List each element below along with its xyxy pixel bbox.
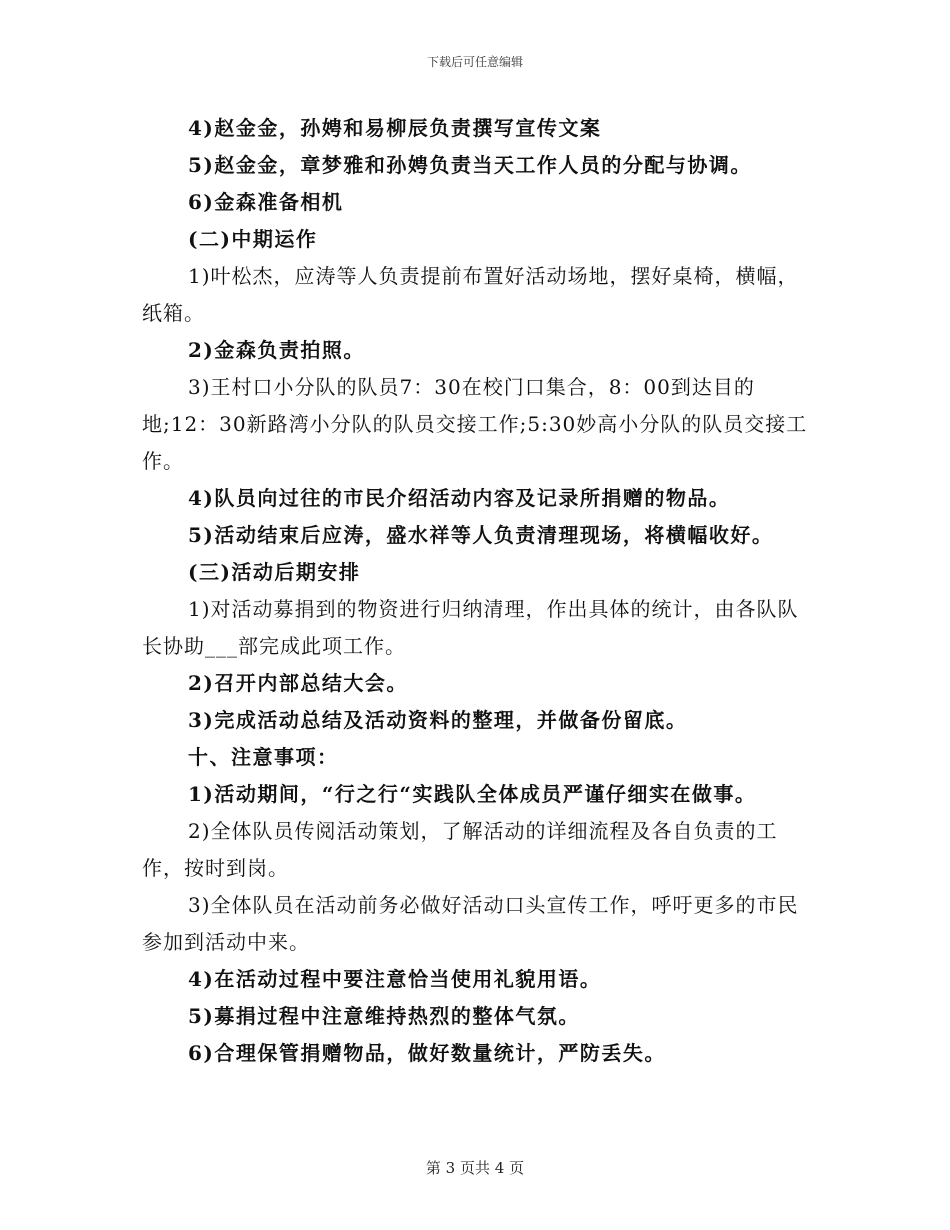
paragraph: 4)队员向过往的市民介绍活动内容及记录所捐赠的物品。 bbox=[188, 486, 731, 510]
paragraph: 1)叶松杰，应涛等人负责提前布置好活动场地，摆好桌椅，横幅，纸箱。 bbox=[142, 264, 799, 325]
paragraph: 4)赵金金，孙娉和易柳辰负责撰写宣传文案 bbox=[188, 116, 602, 140]
paragraph: 3)全体队员在活动前务必做好活动口头宣传工作，呼吁更多的市民参加到活动中来。 bbox=[142, 893, 799, 954]
paragraph: 4)在活动过程中要注意恰当使用礼貌用语。 bbox=[188, 967, 602, 991]
document-body bbox=[142, 110, 810, 1072]
paragraph: 5)赵金金，章梦雅和孙娉负责当天工作人员的分配与协调。 bbox=[188, 153, 752, 177]
section-heading: (三)活动后期安排 bbox=[188, 560, 361, 584]
section-heading: (二)中期运作 bbox=[188, 227, 318, 251]
paragraph: 2)金森负责拍照。 bbox=[188, 338, 365, 362]
paragraph: 5)募捐过程中注意维持热烈的整体气氛。 bbox=[188, 1004, 580, 1028]
paragraph: 1)对活动募捐到的物资进行归纳清理，作出具体的统计，由各队队长协助___部完成此项工作。 bbox=[142, 597, 799, 658]
paragraph: 3)完成活动总结及活动资料的整理，并做备份留底。 bbox=[188, 708, 688, 732]
section-heading: 十、注意事项： bbox=[188, 745, 339, 769]
paragraph: 6)金森准备相机 bbox=[188, 190, 344, 214]
paragraph: 2)召开内部总结大会。 bbox=[188, 671, 408, 695]
paragraph: 1)活动期间，“行之行“实践队全体成员严谨仔细实在做事。 bbox=[188, 782, 757, 806]
paragraph: 6)合理保管捐赠物品，做好数量统计，严防丢失。 bbox=[188, 1041, 666, 1065]
paragraph: 5)活动结束后应涛，盛水祥等人负责清理现场，将横幅收好。 bbox=[188, 523, 774, 547]
page-footer: 第 3 页共 4 页 bbox=[425, 1159, 525, 1177]
paragraph: 3)王村口小分队的队员7：30在校门口集合，8：00到达目的地;12：30新路湾小分队的队员交接工作;5:30妙高小分队的队员交接工作。 bbox=[142, 375, 808, 473]
page-header: 下载后可任意编辑 bbox=[426, 55, 523, 69]
paragraph: 2)全体队员传阅活动策划，了解活动的详细流程及各自负责的工作，按时到岗。 bbox=[142, 819, 778, 880]
